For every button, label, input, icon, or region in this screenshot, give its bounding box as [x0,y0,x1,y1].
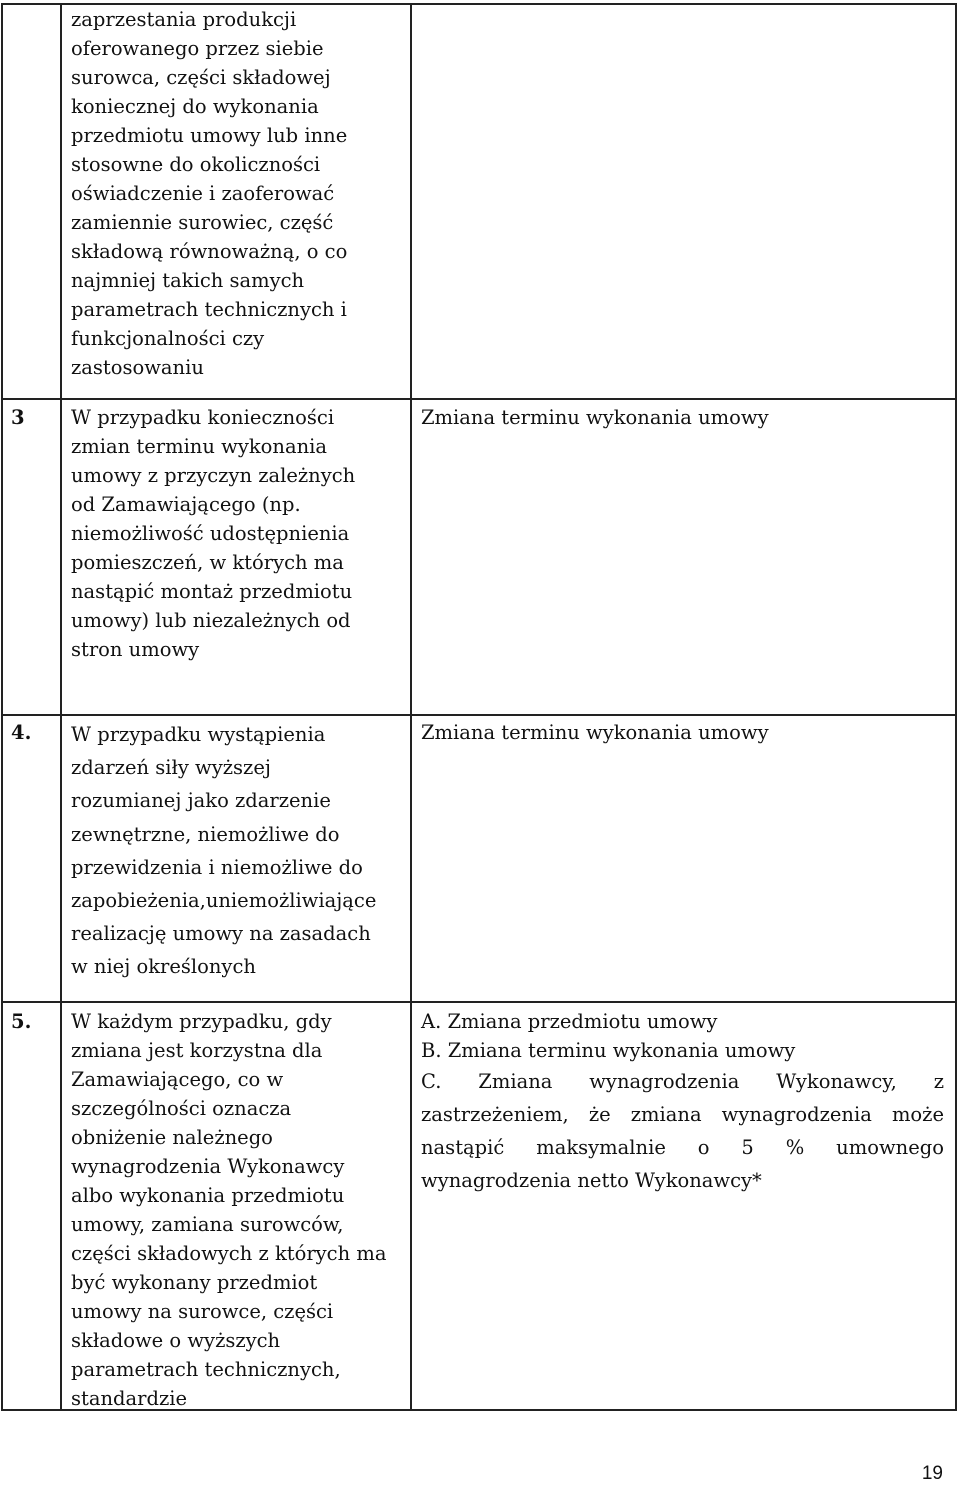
row-divider [1,398,956,400]
text-line: zastosowaniu [71,356,204,379]
text-line: nastąpić montaż przedmiotu [71,580,353,603]
row-change [421,403,769,432]
text-line: koniecznej do wykonania [71,95,319,118]
text-line: oferowanego przez siebie [71,37,324,60]
text-line: W przypadku wystąpienia [71,723,326,746]
text-line: zaprzestania produkcji [71,8,297,31]
text-line: stron umowy [71,638,200,661]
row-divider [1,1001,956,1003]
row-number: 5. [11,1010,32,1033]
text-line: obniżenie należnego [71,1126,273,1149]
text-line: Zmiana terminu wykonania umowy [421,406,769,429]
text-line: umowy na surowce, części [71,1300,334,1323]
text-line: składowe o wyższych [71,1329,281,1352]
page-number: 19 [921,1463,943,1484]
text-line: umowy z przyczyn zależnych [71,464,356,487]
text-line: zdarzeń siły wyższej [71,756,271,780]
table-border-left [1,3,3,1411]
change-item-b: B. Zmiana terminu wykonania umowy [421,1039,796,1062]
row-description [71,5,347,382]
row-number: 3 [11,406,25,429]
text-line: stosowne do okoliczności [71,153,321,176]
text-line: standardzie [71,1387,187,1410]
text-line: zamiennie surowiec, część [71,211,334,234]
text-line: zastrzeżeniem, że zmiana wynagrodzenia może [421,1103,944,1126]
text-line: zapobieżenia,uniemożliwiające [71,889,377,913]
text-line: realizację umowy na zasadach [71,922,371,946]
text-line: nastąpić maksymalnie o 5 % umownego [421,1136,944,1159]
row-change [421,718,769,747]
row-description [71,403,355,664]
row-number: 4. [11,721,32,744]
change-item-a: A. Zmiana przedmiotu umowy [421,1010,718,1033]
text-line: wynagrodzenia netto Wykonawcy* [421,1169,762,1192]
row-description [71,718,376,984]
text-line: parametrach technicznych, [71,1358,341,1381]
text-line: umowy, zamiana surowców, [71,1213,344,1236]
text-line: oświadczenie i zaoferować [71,182,335,205]
text-line: przewidzenia i niemożliwe do [71,855,363,879]
text-line: funkcjonalności czy [71,327,265,350]
text-line: niemożliwość udostępnienia [71,522,350,545]
table-border-right [955,3,957,1411]
text-line: Zmiana terminu wykonania umowy [421,721,769,744]
text-line: szczególności oznacza [71,1097,292,1120]
text-line: rozumianej jako zdarzenie [71,789,331,813]
text-line: części składowych z których ma [71,1242,387,1265]
column-divider [60,3,62,1411]
row-description [71,1007,386,1413]
text-line: pomieszczeń, w których ma [71,551,344,574]
text-line: w niej określonych [71,955,256,979]
row-divider [1,714,956,716]
text-line: umowy) lub niezależnych od [71,609,351,632]
text-line: C. Zmiana wynagrodzenia Wykonawcy, z [421,1070,944,1093]
text-line: składową równoważną, o co [71,240,348,263]
text-line: od Zamawiającego (np. [71,493,301,516]
text-line: zmian terminu wykonania [71,435,327,458]
text-line: przedmiotu umowy lub inne [71,124,348,147]
text-line: zewnętrzne, niemożliwe do [71,822,340,846]
text-line: zmiana jest korzystna dla [71,1039,323,1062]
text-line: W każdym przypadku, gdy [71,1010,332,1033]
text-line: surowca, części składowej [71,66,331,89]
text-line: parametrach technicznych i [71,298,347,321]
text-line: wynagrodzenia Wykonawcy [71,1155,345,1178]
text-line: albo wykonania przedmiotu [71,1184,345,1207]
row-change [421,1007,944,1197]
text-line: być wykonany przedmiot [71,1271,318,1294]
change-item-c [421,1065,944,1197]
column-divider [410,3,412,1411]
text-line: najmniej takich samych [71,269,305,292]
text-line: Zamawiającego, co w [71,1068,284,1091]
text-line: W przypadku konieczności [71,406,335,429]
